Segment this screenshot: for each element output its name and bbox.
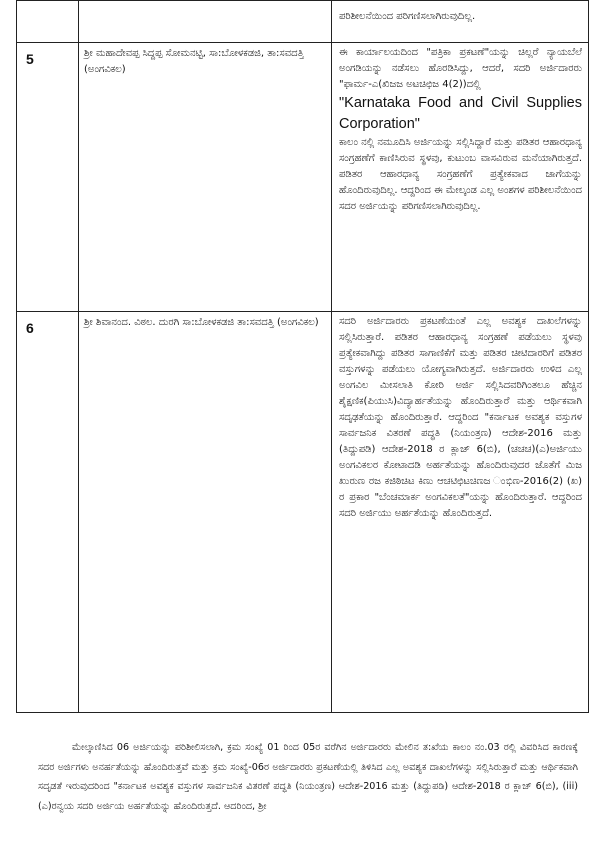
row-details [332, 312, 589, 713]
row-number [17, 1, 79, 43]
applicants-table [16, 0, 589, 713]
table-row [17, 1, 589, 43]
row-details [332, 43, 589, 312]
row-details [332, 1, 589, 43]
summary-paragraph: ಮೇಲ್ಕಾಣಿಸಿದ 06 ಅರ್ಜಿಯನ್ನು ಪರಿಶೀಲಿಸಲಾಗಿ, ಕ್ರಮ ಸಂಖ್ಯೆ 01 ರಿಂದ 05ರ ವರೆಗಿನ ಅರ್ಜಿದಾರರು ಮೇಲಿನ ತ:ಖೆಯ ಕಾಲಂ ನಂ.03 ರಲ್ಲಿ ವಿವರಿಸಿದ ಕಾರಣಕ್ಕೆ ಸದರ ಅರ್ಜಿಗಳು ಅನರ್ಹತೆಯನ್ನು ಹೊಂದಿರುತ್ತವೆ ಮತ್ತು ಕ್ರಮ ಸಂಖ್ಯೆ-06ರ ಅರ್ಜಿದಾರರು ಪ್ರಕಟಣೆಯಲ್ಲಿ ತಿಳಿಸಿದ ಎಲ್ಲ ಅವಶ್ಯಕ ದಾಖಲೆಗಳನ್ನು ಸಲ್ಲಿಸಿರುತ್ತಾರೆ ಮತ್ತು ಆರ್ಥಿಕವಾಗಿ ಸದೃಡತೆ ಇರುವುದರಿಂದ "ಕರ್ನಾಟಕ ಅವಶ್ಯಕ ವಸ್ತುಗಳ ಸಾರ್ವಜನಿಕ ವಿತರಣೆ ಪದ್ಧತಿ (ನಿಯಂತ್ರಣ) ಆದೇಶ-2016 ಮತ್ತು (ತಿದ್ದುಪಡಿ) ಆದೇಶ-2018 ರ ಕ್ಲಾಜ್ 6(ಬಿ), (iii)(ಎ)ರನ್ವಯ ಸದರಿ ಅರ್ಜಿಯ ಅರ್ಹತೆಯನ್ನು ಹೊಂದಿರುತ್ತದೆ. ಆದರಿಂದ, ಶ್ರೀ [38, 742, 578, 812]
details-text: ಪರಿಶೀಲನೆಯಿಂದ ಪರಿಗಣಿಸಲಾಗಿರುವುದಿಲ್ಲ. [339, 11, 476, 22]
applicant-name [79, 1, 332, 43]
details-intro: ಈ ಕಾರ್ಯಾಲಯದಿಂದ "ಪತ್ರಿಕಾ ಪ್ರಕಟಣೆ"ಯನ್ನು ಚಿಲ್ಲರೆ ನ್ಯಾಯಬೆಲೆ ಅಂಗಡಿಯನ್ನು ನಡೆಸಲು ಹೊರಡಿಸಿದ್ದು, ಆದರೆ, ಸದರಿ ಅರ್ಜಿದಾರರು "ಫಾರ್ಮ-ಎ(ಖಿಜಜ ಅಟಚಿಛಿಜ 4(2))ದಲ್ಲಿ [339, 47, 582, 90]
row-number: 6 [17, 312, 79, 713]
applicant-name: ಶ್ರೀ ಮಹಾದೇವಪ್ಪ ಸಿದ್ದಪ್ಪ ಸೋಮನಟ್ಟಿ, ಸಾ:ಬೋಳಕಡಜಿ, ತಾ:ಸವದತ್ತಿ (ಅಂಗವಿಕಲ) [79, 43, 332, 312]
table-row [17, 43, 589, 312]
details-continued: ಕಾಲಂ ನಲ್ಲಿ ನಮೂದಿಸಿ ಅರ್ಜಿಯನ್ನು ಸಲ್ಲಿಸಿದ್ದಾರೆ ಮತ್ತು ಪಡಿತರ ಆಹಾರಧಾನ್ಯ ಸಂಗ್ರಹಣೆಗೆ ಕಾಣಿಸಿರುವ ಸ್ಥಳವು, ಕುಟುಂಬ ವಾಸವಿರುವ ಮನೆಯಾಗಿರುತ್ತದೆ. ಪಡಿತರ ಆಹಾರಧಾನ್ಯ ಸಂಗ್ರಹಣೆಗೆ ಪ್ರತ್ಯೇಕವಾದ ಜಾಗೆಯನ್ನು ಹೊಂದಿರುವುದಿಲ್ಲ. ಆದ್ದರಿಂದ ಈ ಮೇಲ್ಕಂಡ ಎಲ್ಲ ಅಂಶಗಳ ಪರಿಶೀಲನೆಯಿಂದ ಸದರ ಅರ್ಜಿಯನ್ನು ಪರಿಗಣಿಸಲಾಗಿರುವುದಿಲ್ಲ. [339, 137, 583, 212]
english-corporation-name: "Karnataka Food and Civil Supplies Corporation" [339, 95, 582, 132]
table-row [17, 312, 589, 713]
applicant-name: ಶ್ರೀ ಶಿವಾನಂದ. ವಿಠಲ. ದುರಗಿ ಸಾ:ಬೋಳಕಡಜಿ ತಾ:ಸವದತ್ತಿ (ಅಂಗವಿಕಲ) [79, 312, 332, 713]
row-number: 5 [17, 43, 79, 312]
details-text: ಸದರಿ ಅರ್ಜಿದಾರರು ಪ್ರಕಟಣೆಯಂತೆ ಎಲ್ಲ ಅವಶ್ಯಕ ದಾಖಲೆಗಳನ್ನು ಸಲ್ಲಿಸಿರುತ್ತಾರೆ. ಪಡಿತರ ಆಹಾರಧಾನ್ಯ ಸಂಗ್ರಹಣೆ ಪಡೆಯಲು ಸ್ಥಳವು ಪ್ರತ್ಯೇಕವಾಗಿದ್ದು ಪಡಿತರ ಸಾಗಾಣಿಕೆಗೆ ಮತ್ತು ಪಡಿತರ ಚೀಟಿದಾರರಿಗೆ ಪಡಿತರ ವಸ್ತುಗಳನ್ನು ಪಡೆಯಲು ಯೋಗ್ಯವಾಗಿರುತ್ತದೆ. ಅರ್ಜಿದಾರರು ಉಳಿದ ಎಲ್ಲ ಅಂಗವಿಲ ಮೀಸಲಾತಿ ಕೋರಿ ಅರ್ಜಿ ಸಲ್ಲಿಸಿದವರಿಗಿಂತಲೂ ಹೆಚ್ಚಿನ ಶೈಕ್ಷಣಿಕ(ಪಿಯುಸಿ)ವಿದ್ಯಾರ್ಹತೆಯನ್ನು ಹೊಂದಿರುತ್ತಾರೆ ಮತ್ತು ಆರ್ಥಿಕವಾಗಿ ಸದೃಢತೆಯನ್ನು ಹೊಂದಿರುತ್ತಾರೆ. ಆದ್ದರಿಂದ "ಕರ್ನಾಟಕ ಅವಶ್ಯಕ ವಸ್ತುಗಳ ಸಾರ್ವಜನಿಕ ವಿತರಣೆ ಪದ್ಧತಿ (ನಿಯಂತ್ರಣ) ಆದೇಶ-2016 ಮತ್ತು (ತಿದ್ದುಪಡಿ) ಆದೇಶ-2018 ರ ಕ್ಲಾಜ್ 6(ಬಿ), (ಚಚಚ)(ಎ)ಅರ್ಜಿಯು ಅಂಗವಿಕಲರ ಕೋಟಾದಡಿ ಅರ್ಹತೆಯನ್ನು ಹೊಂದಿರುವುದರ ಜೊತೆಗೆ ಮಿಜ ಖುರುಣ ರಜ ಕಜಿಠಿಚಿಟ ಕಿಣು ಆಚಟಿಛಿಟಚಿಣಜ ಂಭಿಣ-2016(2) (ಖ) ರ ಪ್ರಕಾರ "ಬೆಂಚಮಾರ್ಕ ಅಂಗವಿಕಲತೆ"ಯನ್ನು ಹೊಂದಿರುತ್ತಾರೆ. ಆದ್ದರಿಂದ ಸದರಿ ಅರ್ಜಿಯು ಅರ್ಹತೆಯನ್ನು ಹೊಂದಿರುತ್ತದೆ. [339, 316, 582, 519]
details-text [339, 43, 582, 215]
